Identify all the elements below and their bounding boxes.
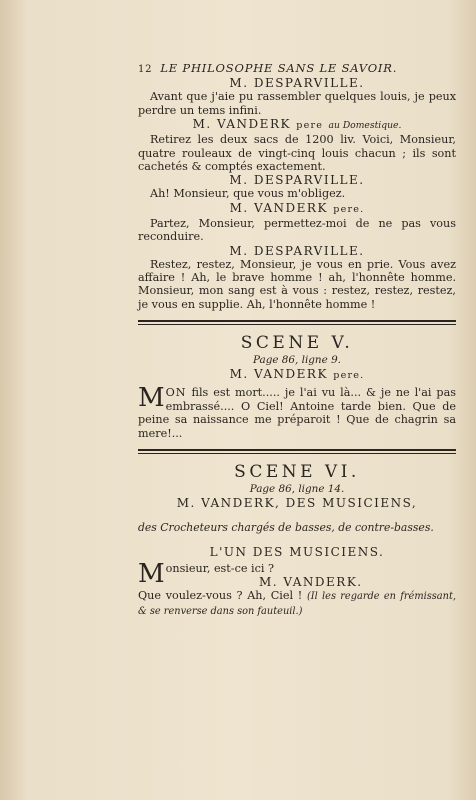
lead-letters: ON bbox=[165, 386, 187, 400]
running-head bbox=[138, 62, 456, 76]
speaker-name: M. VANDERK bbox=[229, 200, 328, 215]
speaker-suffix: pere bbox=[296, 120, 324, 132]
dialogue-text: onsieur, est-ce ici ? bbox=[165, 561, 274, 575]
speaker-desparville: M. DESPARVILLE. bbox=[229, 173, 365, 188]
speaker-desparville: M. DESPARVILLE. bbox=[229, 243, 365, 258]
monologue-text: fils est mort..... je l'ai vu là... & je ne l'ai pas embrassé.... O Ciel! Antoine tarde bien. Que de peine sa naissance me préparoit ! Que de chagrin sa mere!... bbox=[138, 386, 456, 440]
dialogue-line: Ah! Monsieur, que vous m'obligez. bbox=[150, 187, 346, 201]
dialogue-text: Que voulez-vous ? Ah, Ciel ! bbox=[138, 589, 307, 603]
speaker-name: M. VANDERK bbox=[192, 117, 291, 132]
page-content bbox=[138, 62, 456, 618]
stage-direction: (Il les regarde en frémissant, & se renverse dans son fauteuil.) bbox=[138, 591, 456, 617]
dialogue-line: Avant que j'aie pu rassembler quelques louis, je peux perdre un tems infini. bbox=[138, 90, 456, 117]
scene-title: SCENE VI. bbox=[234, 461, 360, 482]
stage-direction: des Crocheteurs chargés de basses, de contre-basses. bbox=[138, 520, 434, 534]
page-number: 12 bbox=[138, 64, 153, 75]
drop-cap: M bbox=[138, 558, 165, 589]
dialogue-line: Retirez les deux sacs de 1200 liv. Voici, Monsieur, quatre rouleaux de vingt-cinq louis chacun ; ils sont cachetés & comptés exactement. bbox=[138, 133, 456, 174]
section-rule bbox=[138, 449, 456, 454]
speaker-musician: L'UN DES MUSICIENS. bbox=[209, 544, 385, 559]
speaker-desparville: M. DESPARVILLE. bbox=[229, 76, 365, 91]
dialogue-line: Restez, restez, Monsieur, je vous en prie. Vous avez affaire ! Ah, le brave homme ! ah, l'honnête homme. Monsieur, mon sang est à vous : restez, restez, restez, je vous en supplie. Ah, l'honnête homme ! bbox=[138, 257, 456, 311]
dialogue-line: Partez, Monsieur, permettez-moi de ne pas vous reconduire. bbox=[138, 216, 456, 244]
speaker-suffix: pere. bbox=[333, 370, 365, 382]
speaker-suffix: pere. bbox=[333, 203, 365, 215]
section-rule bbox=[138, 320, 456, 325]
dialogue-line bbox=[138, 589, 456, 618]
page-reference: Page 86, ligne 14. bbox=[249, 482, 345, 495]
stage-note: au Domestique. bbox=[328, 120, 402, 132]
running-title: LE PHILOSOPHE SANS LE SAVOIR. bbox=[160, 61, 398, 75]
drop-cap: M bbox=[138, 383, 165, 414]
speaker-name: M. VANDERK bbox=[229, 367, 328, 382]
speaker-vanderk bbox=[138, 117, 456, 133]
monologue bbox=[138, 383, 456, 440]
speaker-vanderk-musicians: M. VANDERK, DES MUSICIENS, bbox=[176, 495, 418, 510]
speaker-vanderk: M. VANDERK. bbox=[258, 575, 363, 590]
scene-title: SCENE V. bbox=[240, 333, 354, 354]
page-reference: Page 86, ligne 9. bbox=[252, 354, 341, 367]
speaker-vanderk bbox=[138, 367, 456, 383]
speaker-vanderk bbox=[138, 201, 456, 217]
